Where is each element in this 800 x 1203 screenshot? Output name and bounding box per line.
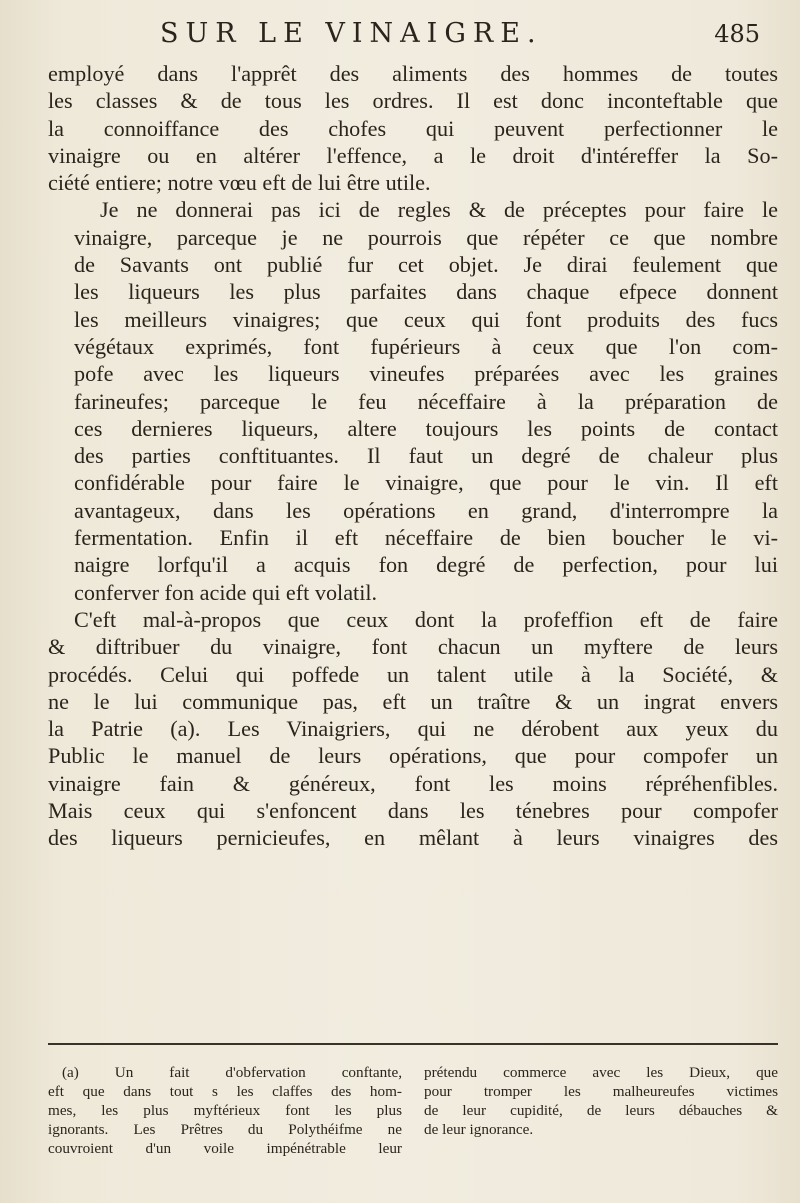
main-text bbox=[48, 60, 778, 852]
text-line: végétaux exprimés, font fupérieurs à ceux que l'on com- bbox=[74, 333, 778, 359]
text-line: naigre lorfqu'il a acquis fon degré de perfection, pour lui bbox=[74, 552, 778, 578]
footnote bbox=[48, 1063, 778, 1158]
text-line: les classes & de tous les ordres. Il est donc inconteftable que bbox=[48, 88, 778, 114]
text-line: ces dernieres liqueurs, altere toujours les points de contact bbox=[74, 415, 778, 441]
text-line: fermentation. Enfin il eft néceffaire de bien boucher le vi- bbox=[74, 525, 778, 551]
footnote-line: eft que dans tout s les claffes des hom- bbox=[48, 1083, 402, 1100]
footnote-line: ignorants. Les Prêtres du Polythéifme ne bbox=[48, 1121, 402, 1138]
text-line: procédés. Celui qui poffede un talent utile à la Société, & bbox=[48, 661, 778, 687]
footnote-line: de leur ignorance. bbox=[424, 1121, 534, 1138]
running-title: SUR LE VINAIGRE. bbox=[160, 18, 543, 49]
text-line: & diftribuer du vinaigre, font chacun un myftere de leurs bbox=[48, 634, 778, 660]
footnote-line: mes, les plus myftérieux font les plus bbox=[48, 1102, 402, 1119]
text-line: de Savants ont publié fur cet objet. Je dirai feulement que bbox=[74, 252, 778, 278]
text-line: des liqueurs pernicieufes, en mêlant à leurs vinaigres des bbox=[48, 825, 778, 851]
text-line: Je ne donnerai pas ici de regles & de préceptes pour faire le bbox=[100, 197, 778, 223]
text-line: la connoiffance des chofes qui peuvent perfectionner le bbox=[48, 115, 778, 141]
text-line: C'eft mal-à-propos que ceux dont la profeffion eft de faire bbox=[74, 606, 778, 632]
footnote-line: de leur cupidité, de leurs débauches & bbox=[424, 1102, 778, 1119]
text-line: employé dans l'apprêt des aliments des hommes de toutes bbox=[48, 61, 778, 86]
page-header bbox=[160, 18, 760, 54]
footnote-line: (a) Un fait d'obfervation conftante, bbox=[62, 1064, 402, 1081]
text-line: farineufes; parceque le feu néceffaire à la préparation de bbox=[74, 388, 778, 414]
text-line: vinaigre ou en altérer l'effence, a le droit d'intéreffer la So- bbox=[48, 142, 778, 168]
text-line: Mais ceux qui s'enfoncent dans les ténebres pour compofer bbox=[48, 798, 778, 824]
footnote-left-column bbox=[48, 1063, 402, 1158]
text-line: pofe avec les liqueurs vineufes préparées avec les graines bbox=[74, 361, 778, 387]
text-line: ne le lui communique pas, eft un traître & un ingrat envers bbox=[48, 688, 778, 714]
text-line: confidérable pour faire le vinaigre, que pour le vin. Il eft bbox=[74, 470, 778, 496]
footnote-line: pour tromper les malheureufes victimes bbox=[424, 1083, 778, 1100]
footnote-rule bbox=[48, 1043, 778, 1045]
text-line: des parties conftituantes. Il faut un degré de chaleur plus bbox=[74, 443, 778, 469]
text-line: les meilleurs vinaigres; que ceux qui font produits des fucs bbox=[74, 306, 778, 332]
text-line: vinaigre fain & généreux, font les moins répréhenfibles. bbox=[48, 770, 778, 796]
paragraph-2 bbox=[48, 196, 778, 605]
text-line: ciété entiere; notre vœu eft de lui être utile. bbox=[48, 170, 431, 196]
footnote-line: couvroient d'un voile impénétrable leur bbox=[48, 1140, 402, 1157]
page-number: 485 bbox=[714, 20, 760, 48]
text-line: vinaigre, parceque je ne pourrois que répéter ce que nombre bbox=[74, 224, 778, 250]
text-line: la Patrie (a). Les Vinaigriers, qui ne dérobent aux yeux du bbox=[48, 716, 778, 742]
text-line: avantageux, dans les opérations en grand, d'interrompre la bbox=[74, 497, 778, 523]
footnote-line: prétendu commerce avec les Dieux, que bbox=[424, 1064, 778, 1081]
paragraph-3 bbox=[48, 606, 778, 852]
paragraph-1 bbox=[48, 60, 778, 196]
footnote-right-column bbox=[424, 1063, 778, 1158]
text-line: conferver fon acide qui eft volatil. bbox=[74, 579, 378, 605]
text-line: les liqueurs les plus parfaites dans chaque efpece donnent bbox=[74, 279, 778, 305]
text-line: Public le manuel de leurs opérations, que pour compofer un bbox=[48, 743, 778, 769]
